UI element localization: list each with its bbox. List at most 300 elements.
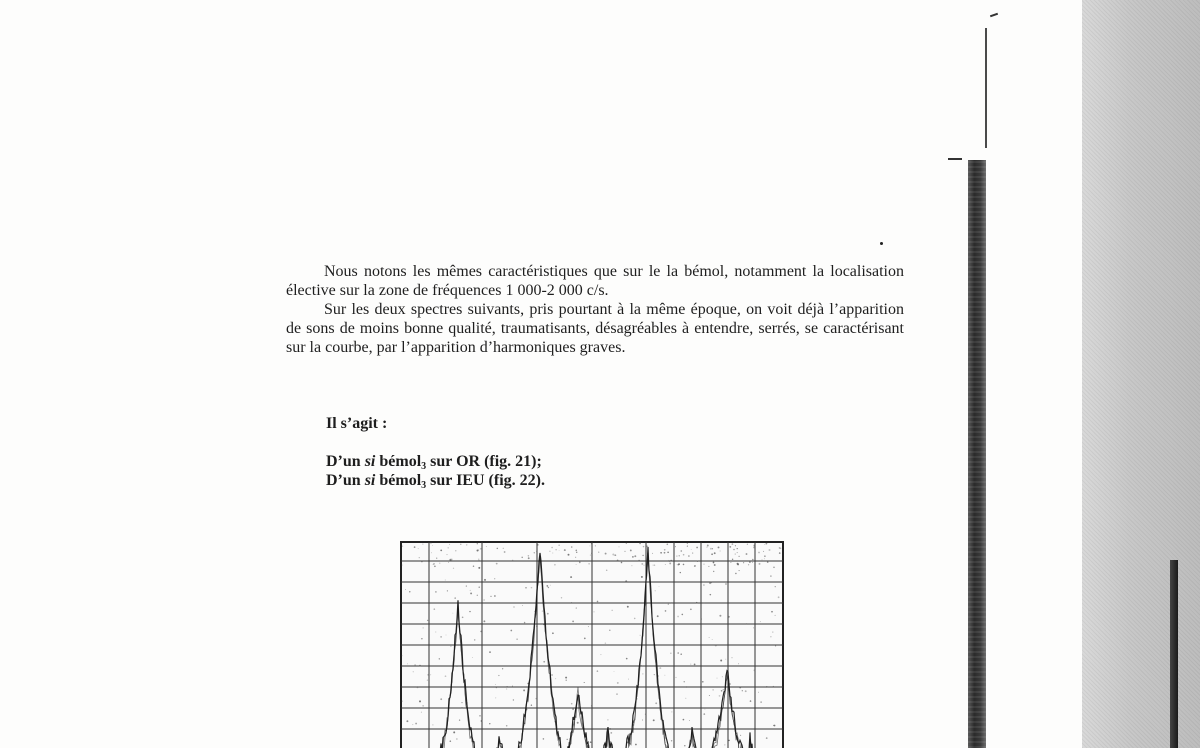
noise-speck <box>771 611 773 613</box>
noise-speck <box>616 693 618 695</box>
noise-speck <box>503 548 504 549</box>
noise-speck <box>457 666 458 667</box>
noise-speck <box>427 674 429 676</box>
noise-speck <box>708 566 709 567</box>
page-edge-line <box>985 28 987 148</box>
noise-speck <box>750 700 752 702</box>
noise-speck <box>739 687 741 689</box>
noise-speck <box>494 595 496 597</box>
noise-speck <box>669 562 671 564</box>
noise-speck <box>430 674 431 675</box>
noise-speck <box>696 547 698 549</box>
noise-speck <box>752 559 754 561</box>
noise-speck <box>704 709 705 710</box>
noise-speck <box>528 555 530 557</box>
noise-speck <box>707 545 709 547</box>
noise-speck <box>639 543 641 545</box>
noise-speck <box>617 682 619 684</box>
noise-speck <box>407 664 408 665</box>
noise-speck <box>502 668 503 669</box>
noise-speck <box>641 563 643 565</box>
noise-speck <box>713 562 715 564</box>
noise-speck <box>454 597 456 599</box>
noise-speck <box>447 590 448 591</box>
noise-speck <box>498 675 499 676</box>
noise-speck <box>610 732 612 734</box>
noise-speck <box>531 587 533 589</box>
noise-speck <box>653 719 655 721</box>
noise-speck <box>504 551 506 553</box>
noise-speck <box>712 548 713 549</box>
noise-speck <box>660 552 662 554</box>
noise-speck <box>449 559 451 561</box>
noise-speck <box>667 552 669 554</box>
noise-speck <box>758 552 760 554</box>
noise-speck <box>609 728 611 730</box>
noise-speck <box>654 674 655 675</box>
noise-speck <box>576 607 577 608</box>
noise-speck <box>713 571 714 572</box>
noise-speck <box>730 562 731 563</box>
noise-speck <box>414 546 416 548</box>
noise-speck <box>433 564 434 565</box>
noise-speck <box>507 686 508 687</box>
noise-speck <box>737 548 738 549</box>
noise-speck <box>707 547 708 548</box>
noise-speck <box>422 544 423 545</box>
noise-speck <box>689 720 690 721</box>
noise-speck <box>675 546 676 547</box>
noise-speck <box>665 610 667 612</box>
list-item: D’un si bémol$_3$ sur OR (fig. 21); <box>326 453 542 472</box>
noise-speck <box>481 720 483 722</box>
noise-speck <box>479 587 480 588</box>
noise-speck <box>721 690 723 692</box>
noise-speck <box>402 655 403 656</box>
noise-speck <box>489 651 491 653</box>
noise-speck <box>495 697 496 698</box>
noise-speck <box>685 698 686 699</box>
noise-speck <box>479 715 481 717</box>
noise-speck <box>669 561 670 562</box>
noise-speck <box>478 560 479 561</box>
noise-speck <box>455 550 456 551</box>
noise-speck <box>670 560 672 562</box>
noise-speck <box>571 546 573 548</box>
noise-speck <box>474 639 476 641</box>
noise-speck <box>555 549 556 550</box>
noise-speck <box>617 560 619 562</box>
noise-speck <box>767 561 769 563</box>
noise-speck <box>470 592 472 594</box>
noise-speck <box>575 550 577 552</box>
noise-speck <box>559 545 560 546</box>
noise-speck <box>551 674 553 676</box>
noise-speck <box>746 623 747 624</box>
noise-speck <box>694 565 696 567</box>
noise-speck <box>606 569 608 571</box>
noise-speck <box>461 702 462 703</box>
noise-speck <box>775 586 776 587</box>
book-binding-shadow <box>1082 0 1200 748</box>
noise-speck <box>434 608 436 610</box>
noise-speck <box>432 545 433 546</box>
spectrum-plot <box>400 541 784 748</box>
noise-speck <box>753 627 754 628</box>
noise-speck <box>626 658 628 660</box>
noise-speck <box>445 579 446 580</box>
noise-speck <box>664 549 666 551</box>
noise-speck <box>421 561 423 563</box>
noise-speck <box>447 554 448 555</box>
noise-speck <box>677 564 678 565</box>
noise-speck <box>417 686 419 688</box>
noise-speck <box>664 552 666 554</box>
noise-speck <box>752 562 753 563</box>
noise-speck <box>551 547 553 549</box>
noise-speck <box>671 602 672 603</box>
noise-speck <box>735 573 736 574</box>
noise-speck <box>722 676 723 677</box>
noise-speck <box>536 551 537 552</box>
noise-speck <box>665 675 666 676</box>
noise-speck <box>670 653 671 654</box>
noise-speck <box>641 576 643 578</box>
noise-speck <box>677 616 679 618</box>
noise-speck <box>660 729 661 730</box>
noise-speck <box>720 551 721 552</box>
noise-speck <box>773 567 775 569</box>
noise-speck <box>609 630 611 632</box>
noise-speck <box>440 698 442 700</box>
figure-reference-list <box>326 452 545 490</box>
noise-speck <box>712 639 713 640</box>
noise-speck <box>703 713 705 715</box>
noise-speck <box>769 549 771 551</box>
noise-speck <box>712 689 713 690</box>
noise-speck <box>605 643 606 644</box>
noise-speck <box>779 552 781 554</box>
noise-speck <box>506 725 508 727</box>
noise-speck <box>439 563 440 564</box>
noise-speck <box>737 563 739 565</box>
noise-speck <box>738 556 739 557</box>
noise-speck <box>626 543 627 544</box>
noise-speck <box>618 546 619 547</box>
noise-speck <box>683 719 685 721</box>
noise-speck <box>480 623 481 624</box>
noise-speck <box>462 616 464 618</box>
noise-speck <box>740 735 741 736</box>
noise-speck <box>452 613 453 614</box>
noise-speck <box>542 610 543 611</box>
noise-speck <box>600 654 601 655</box>
noise-speck <box>496 687 497 688</box>
noise-speck <box>528 557 530 559</box>
noise-speck <box>461 707 462 708</box>
noise-speck <box>688 555 690 557</box>
noise-speck <box>709 582 711 584</box>
noise-speck <box>690 609 692 611</box>
noise-speck <box>576 552 577 553</box>
noise-speck <box>657 615 659 617</box>
noise-speck <box>524 622 526 624</box>
noise-speck <box>729 546 731 548</box>
noise-speck <box>615 554 617 556</box>
noise-speck <box>766 737 768 739</box>
noise-speck <box>677 652 679 654</box>
noise-speck <box>543 661 545 663</box>
noise-speck <box>597 670 599 672</box>
noise-speck <box>668 604 669 605</box>
noise-speck <box>547 613 549 615</box>
noise-speck <box>645 603 647 605</box>
noise-speck <box>483 620 485 622</box>
book-binding-edge <box>1170 560 1178 748</box>
noise-speck <box>401 565 402 566</box>
noise-speck <box>466 586 467 587</box>
noise-speck <box>640 635 641 636</box>
noise-speck <box>709 637 710 638</box>
noise-speck <box>552 553 553 554</box>
noise-speck <box>459 719 460 720</box>
noise-speck <box>732 543 734 545</box>
noise-speck <box>522 605 523 606</box>
noise-speck <box>764 555 766 557</box>
noise-speck <box>594 611 595 612</box>
noise-speck <box>691 549 692 550</box>
noise-speck <box>766 686 768 688</box>
noise-speck <box>577 722 579 724</box>
noise-speck <box>448 562 449 563</box>
noise-speck <box>721 687 722 688</box>
noise-speck <box>423 627 424 628</box>
noise-speck <box>466 544 467 545</box>
noise-speck <box>584 682 585 683</box>
noise-speck <box>759 563 761 565</box>
noise-speck <box>763 551 764 552</box>
noise-speck <box>631 565 632 566</box>
noise-speck <box>627 606 629 608</box>
noise-speck <box>536 625 538 627</box>
noise-speck <box>549 551 550 552</box>
noise-speck <box>571 602 572 603</box>
noise-speck <box>614 671 615 672</box>
noise-speck <box>570 576 572 578</box>
noise-speck <box>635 744 637 746</box>
noise-speck <box>445 675 447 677</box>
noise-speck <box>414 664 416 666</box>
noise-speck <box>576 564 577 565</box>
noise-speck <box>589 545 590 546</box>
noise-speck <box>758 692 759 693</box>
noise-speck <box>630 549 632 551</box>
noise-speck <box>702 681 704 683</box>
noise-speck <box>434 565 436 567</box>
noise-speck <box>477 543 478 544</box>
noise-speck <box>719 695 721 697</box>
noise-speck <box>405 589 406 590</box>
noise-speck <box>421 638 422 639</box>
noise-speck <box>733 549 735 551</box>
noise-speck <box>506 688 507 689</box>
noise-speck <box>704 564 705 565</box>
noise-speck <box>654 564 655 565</box>
noise-speck <box>710 548 712 550</box>
noise-speck <box>477 550 479 552</box>
noise-speck <box>680 550 682 552</box>
noise-speck <box>559 550 560 551</box>
noise-speck <box>446 635 447 636</box>
noise-speck <box>433 563 434 564</box>
noise-speck <box>486 546 487 547</box>
noise-speck <box>483 599 484 600</box>
noise-speck <box>422 705 423 706</box>
noise-speck <box>588 626 589 627</box>
noise-speck <box>628 679 629 680</box>
noise-speck <box>567 739 568 740</box>
noise-speck <box>496 563 498 565</box>
noise-speck <box>724 744 725 745</box>
noise-speck <box>406 720 408 722</box>
noise-speck <box>760 701 761 702</box>
noise-speck <box>534 552 535 553</box>
noise-speck <box>477 595 478 596</box>
noise-speck <box>497 548 499 550</box>
noise-speck <box>735 554 736 555</box>
noise-speck <box>714 552 716 554</box>
noise-speck <box>571 703 573 705</box>
noise-speck <box>677 564 679 566</box>
noise-speck <box>683 564 685 566</box>
noise-speck <box>612 610 613 611</box>
noise-speck <box>665 564 666 565</box>
page-edge-mark <box>948 158 962 160</box>
noise-speck <box>579 562 581 564</box>
noise-speck <box>775 615 776 616</box>
noise-speck <box>584 638 586 640</box>
noise-speck <box>525 587 527 589</box>
noise-speck <box>456 738 457 739</box>
noise-speck <box>732 657 733 658</box>
noise-speck <box>513 699 514 700</box>
noise-speck <box>436 558 437 559</box>
noise-speck <box>753 669 755 671</box>
noise-speck <box>432 724 433 725</box>
noise-speck <box>572 708 574 710</box>
noise-speck <box>701 618 703 620</box>
noise-speck <box>634 618 636 620</box>
noise-speck <box>624 551 625 552</box>
noise-speck <box>598 552 599 553</box>
noise-speck <box>537 544 538 545</box>
noise-speck <box>550 585 551 586</box>
noise-speck <box>621 562 623 564</box>
noise-speck <box>703 584 705 586</box>
noise-speck <box>523 689 525 691</box>
noise-speck <box>575 557 576 558</box>
noise-speck <box>413 671 414 672</box>
noise-speck <box>591 553 592 554</box>
noise-speck <box>697 561 698 562</box>
noise-speck <box>642 720 643 721</box>
noise-speck <box>430 542 432 544</box>
noise-speck <box>439 658 440 659</box>
noise-speck <box>764 558 765 559</box>
noise-speck <box>554 564 556 566</box>
noise-speck <box>719 615 721 617</box>
noise-speck <box>770 636 771 637</box>
noise-speck <box>440 549 442 551</box>
noise-speck <box>643 546 644 547</box>
noise-speck <box>746 553 748 555</box>
noise-speck <box>421 712 422 713</box>
noise-speck <box>779 547 781 549</box>
noise-speck <box>745 690 747 692</box>
noise-speck <box>753 546 755 548</box>
noise-speck <box>418 548 419 549</box>
noise-speck <box>659 586 660 587</box>
noise-speck <box>450 740 452 742</box>
noise-speck <box>671 740 672 741</box>
noise-speck <box>521 557 522 558</box>
noise-speck <box>647 546 648 547</box>
noise-speck <box>760 621 761 622</box>
noise-speck <box>680 572 681 573</box>
noise-speck <box>612 554 614 556</box>
noise-speck <box>555 678 556 679</box>
noise-speck <box>572 621 574 623</box>
noise-speck <box>644 565 645 566</box>
noise-speck <box>401 701 402 702</box>
noise-speck <box>773 725 774 726</box>
noise-speck <box>415 723 417 725</box>
noise-speck <box>723 689 724 690</box>
noise-speck <box>770 575 771 576</box>
noise-speck <box>711 553 713 555</box>
noise-speck <box>548 587 549 588</box>
noise-speck <box>564 549 566 551</box>
noise-speck <box>591 705 592 706</box>
scan-speck <box>880 242 883 245</box>
noise-speck <box>632 556 634 558</box>
noise-speck <box>683 554 685 556</box>
noise-speck <box>680 653 682 655</box>
noise-speck <box>690 664 691 665</box>
noise-speck <box>687 543 688 544</box>
noise-speck <box>638 560 640 562</box>
spectrum-figure <box>400 541 784 748</box>
noise-speck <box>588 563 590 565</box>
noise-speck <box>409 591 410 592</box>
noise-speck <box>753 545 755 547</box>
noise-speck <box>679 555 680 556</box>
noise-speck <box>684 745 685 746</box>
noise-speck <box>450 646 451 647</box>
noise-speck <box>440 636 442 638</box>
noise-speck <box>460 544 461 545</box>
noise-speck <box>703 602 704 603</box>
noise-speck <box>489 723 490 724</box>
noise-speck <box>764 544 765 545</box>
noise-speck <box>435 632 436 633</box>
noise-speck <box>772 631 773 632</box>
noise-speck <box>534 611 535 612</box>
noise-speck <box>725 659 726 660</box>
noise-speck <box>659 667 661 669</box>
noise-speck <box>652 553 653 554</box>
noise-speck <box>478 567 480 569</box>
